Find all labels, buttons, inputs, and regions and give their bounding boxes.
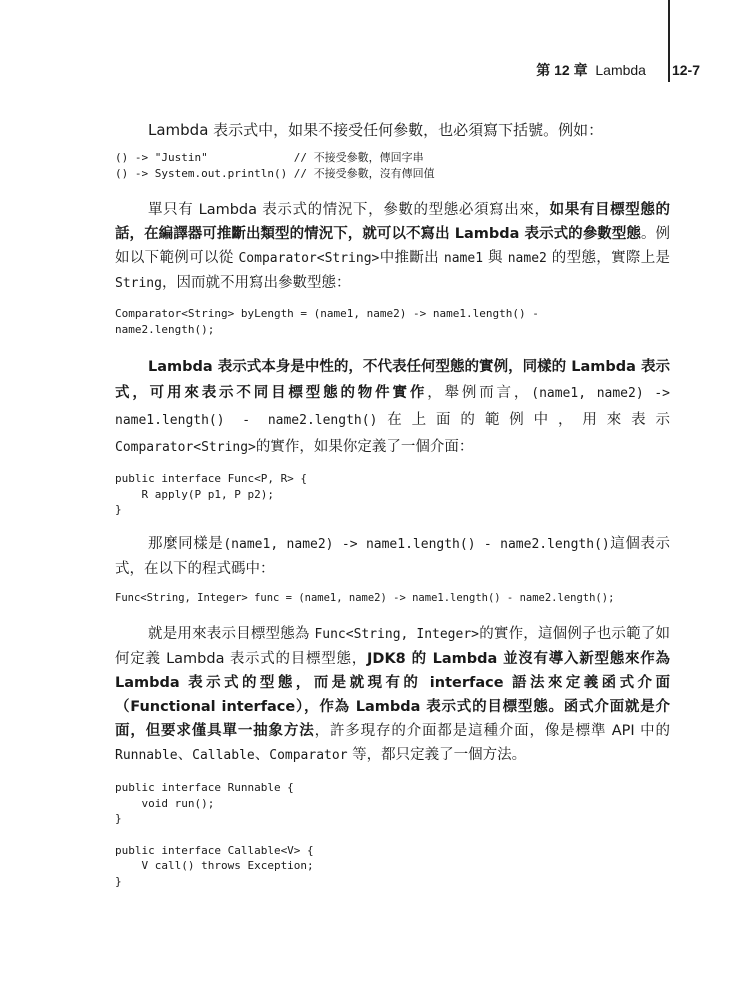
paragraph-2: 單只有 Lambda 表示式的情況下，參數的型態必須寫出來，如果有目標型態的話，在編譯器可推斷出類型的情況下，就可以不寫出 Lambda 表示式的參數型態。例如以下範例可以從 Comparator<String>中推斷出 name1 與 name2 的型態，實際上是 String，因而就不用寫出參數型態： bbox=[115, 202, 671, 291]
paragraph-5: 就是用來表示目標型態為 Func<String, Integer>的實作，這個例子也示範了如何定義 Lambda 表示式的目標型態，JDK8 的 Lambda 並沒有導入新型態來作為 Lambda 表示式的型態，而是就現有的 interface 語法來定義函式介面（Functional interface），作為 Lambda 表示式的目標型態。函式介面就是介面，但要求僅具單一抽象方法，許多現存的介面都是這種介面，像是標準 API 中的 Runnable、Callable、Comparator 等，都只定義了一個方法。 bbox=[115, 626, 671, 763]
code-block-4: Func<String, Integer> func = (name1, name2) -> name1.length() - name2.length(); bbox=[115, 591, 615, 604]
page-body bbox=[115, 118, 670, 889]
code-block-6: public interface Callable<V> { V call() throws Exception; } bbox=[115, 843, 314, 888]
chapter-label: 第 12 章 Lambda bbox=[536, 62, 646, 78]
code-block-2: Comparator<String> byLength = (name1, name2) -> name1.length() - name2.length(); bbox=[115, 307, 539, 336]
code-block-3: public interface Func<P, R> { R apply(P p1, P p2); } bbox=[115, 472, 308, 516]
header-divider bbox=[668, 0, 670, 82]
code-block-1: () -> "Justin" // 不接受參數，傳回字串 () -> System.out.println() // 不接受參數，沒有傳回值 bbox=[115, 151, 435, 180]
paragraph-4: 那麼同樣是(name1, name2) -> name1.length() - name2.length()這個表示式，在以下的程式碼中： bbox=[115, 535, 670, 577]
paragraph-3: Lambda 表示式本身是中性的，不代表任何型態的實例，同樣的 Lambda 表示式，可用來表示不同目標型態的物件實作，舉例而言，(name1, name2) -> name1.length() - name2.length()在上面的範例中，用來表示 Comparator<String>的實作，如果你定義了一個介面： bbox=[115, 359, 670, 455]
paragraph-1: Lambda 表示式中，如果不接受任何參數，也必須寫下括號。例如： bbox=[148, 121, 604, 139]
page-number: 12-7 bbox=[671, 62, 700, 78]
code-block-5: public interface Runnable { void run(); } bbox=[115, 781, 294, 825]
running-header bbox=[536, 58, 700, 82]
